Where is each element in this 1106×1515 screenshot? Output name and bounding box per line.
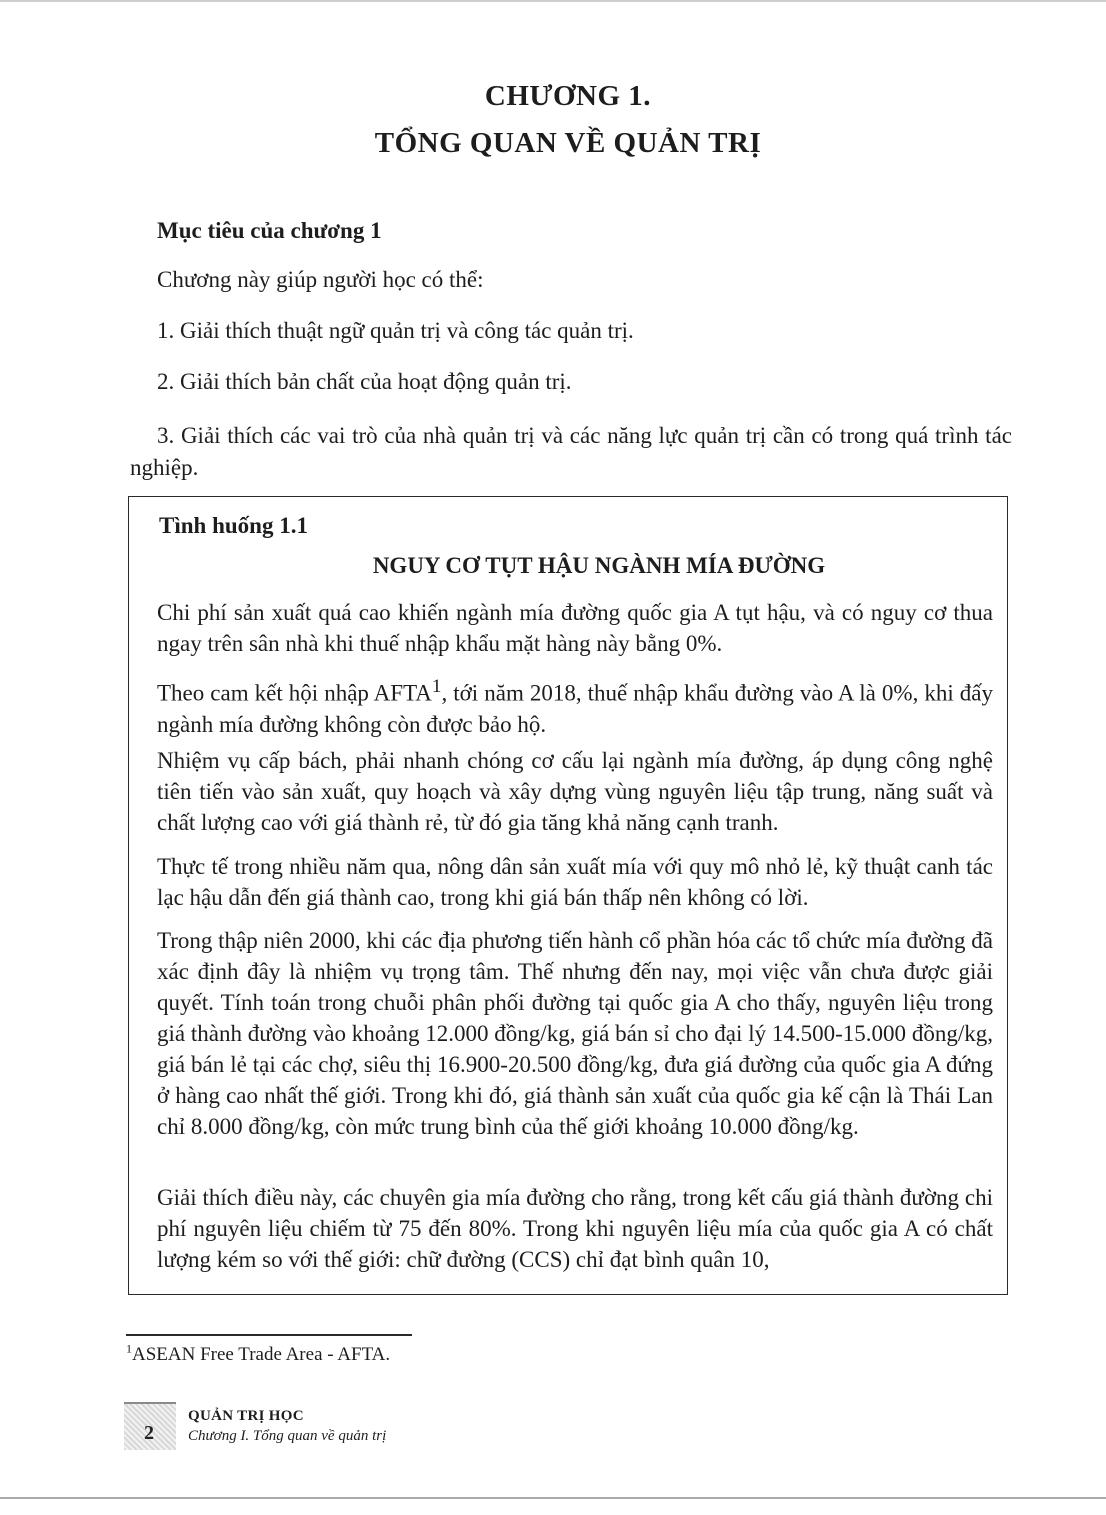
objectives-heading: Mục tiêu của chương 1 (157, 218, 382, 243)
case-paragraph (157, 671, 993, 740)
case-paragraph-start: Theo cam kết hội nhập AFTA (157, 680, 432, 706)
chapter-title: TỔNG QUAN VỀ QUẢN TRỊ (374, 127, 762, 159)
top-scan-edge (0, 0, 1106, 2)
page-number: 2 (144, 1422, 154, 1444)
case-paragraph: Chi phí sản xuất quá cao khiến ngành mía đường quốc gia A tụt hậu, và có nguy cơ thua ngay trên sân nhà khi thuế nhập khẩu mặt hàng này bằng 0%. (157, 600, 993, 656)
case-study-label: Tình huống 1.1 (159, 513, 308, 538)
chapter-number: CHƯƠNG 1. (484, 80, 652, 112)
case-paragraph: Giải thích điều này, các chuyên gia mía đường cho rằng, trong kết cấu giá thành đường chi phí nguyên liệu chiếm từ 75 đến 80%. Trong khi nguyên liệu mía của quốc gia A có chất lượng kém so với thế giới: chữ đường (CCS) chỉ đạt bình quân 10, (157, 1185, 993, 1272)
footnote-text: ASEAN Free Trade Area - AFTA. (132, 1344, 391, 1365)
case-study-box (128, 496, 1008, 1295)
case-paragraph-end: , tới năm 2018, thuế nhập khẩu đường vào A là 0%, khi đấy ngành mía đường không còn được bảo hộ. (157, 680, 993, 737)
bottom-scan-edge (0, 1497, 1106, 1499)
case-paragraph: Thực tế trong nhiều năm qua, nông dân sản xuất mía với quy mô nhỏ lẻ, kỹ thuật canh tác lạc hậu dẫn đến giá thành cao, trong khi giá bán thấp nên không có lời. (157, 854, 993, 910)
footnote-marker: 1 (126, 1341, 132, 1356)
footnote (126, 1341, 391, 1366)
objective-item: 3. Giải thích các vai trò của nhà quản trị và các năng lực quản trị cần có trong quá trình tác nghiệp. (130, 423, 1012, 480)
footnote-reference[interactable]: 1 (431, 676, 442, 697)
case-study-title: NGUY CƠ TỤT HẬU NGÀNH MÍA ĐƯỜNG (372, 553, 826, 578)
page-number-badge (124, 1402, 176, 1450)
case-paragraph: Nhiệm vụ cấp bách, phải nhanh chóng cơ cấu lại ngành mía đường, áp dụng công nghệ tiên tiến vào sản xuất, quy hoạch và xây dựng vùng nguyên liệu tập trung, năng suất và chất lượng cao với giá thành rẻ, từ đó gia tăng khả năng cạnh tranh. (157, 748, 993, 835)
objective-item: 1. Giải thích thuật ngữ quản trị và công tác quản trị. (157, 318, 634, 343)
objective-item: 2. Giải thích bản chất của hoạt động quản trị. (157, 369, 572, 394)
objectives-intro: Chương này giúp người học có thể: (157, 267, 484, 292)
footer-book-title: QUẢN TRỊ HỌC (188, 1408, 304, 1424)
footer-chapter-caption: Chương I. Tổng quan về quản trị (188, 1428, 387, 1444)
case-paragraph: Trong thập niên 2000, khi các địa phương tiến hành cổ phần hóa các tổ chức mía đường đã xác định đây là nhiệm vụ trọng tâm. Thế nhưng đến nay, mọi việc vẫn chưa được giải quyết. Tính toán trong chuỗi phân phối đường tại quốc gia A cho thấy, nguyên liệu trong giá thành đường vào khoảng 12.000 đồng/kg, giá bán sỉ cho đại lý 14.500-15.000 đồng/kg, giá bán lẻ tại các chợ, siêu thị 16.900-20.500 đồng/kg, đưa giá đường của quốc gia A đứng ở hàng cao nhất thế giới. Trong khi đó, giá thành sản xuất của quốc gia kế cận là Thái Lan chỉ 8.000 đồng/kg, còn mức trung bình của thế giới khoảng 10.000 đồng/kg. (157, 928, 993, 1139)
footnote-divider (126, 1334, 412, 1336)
